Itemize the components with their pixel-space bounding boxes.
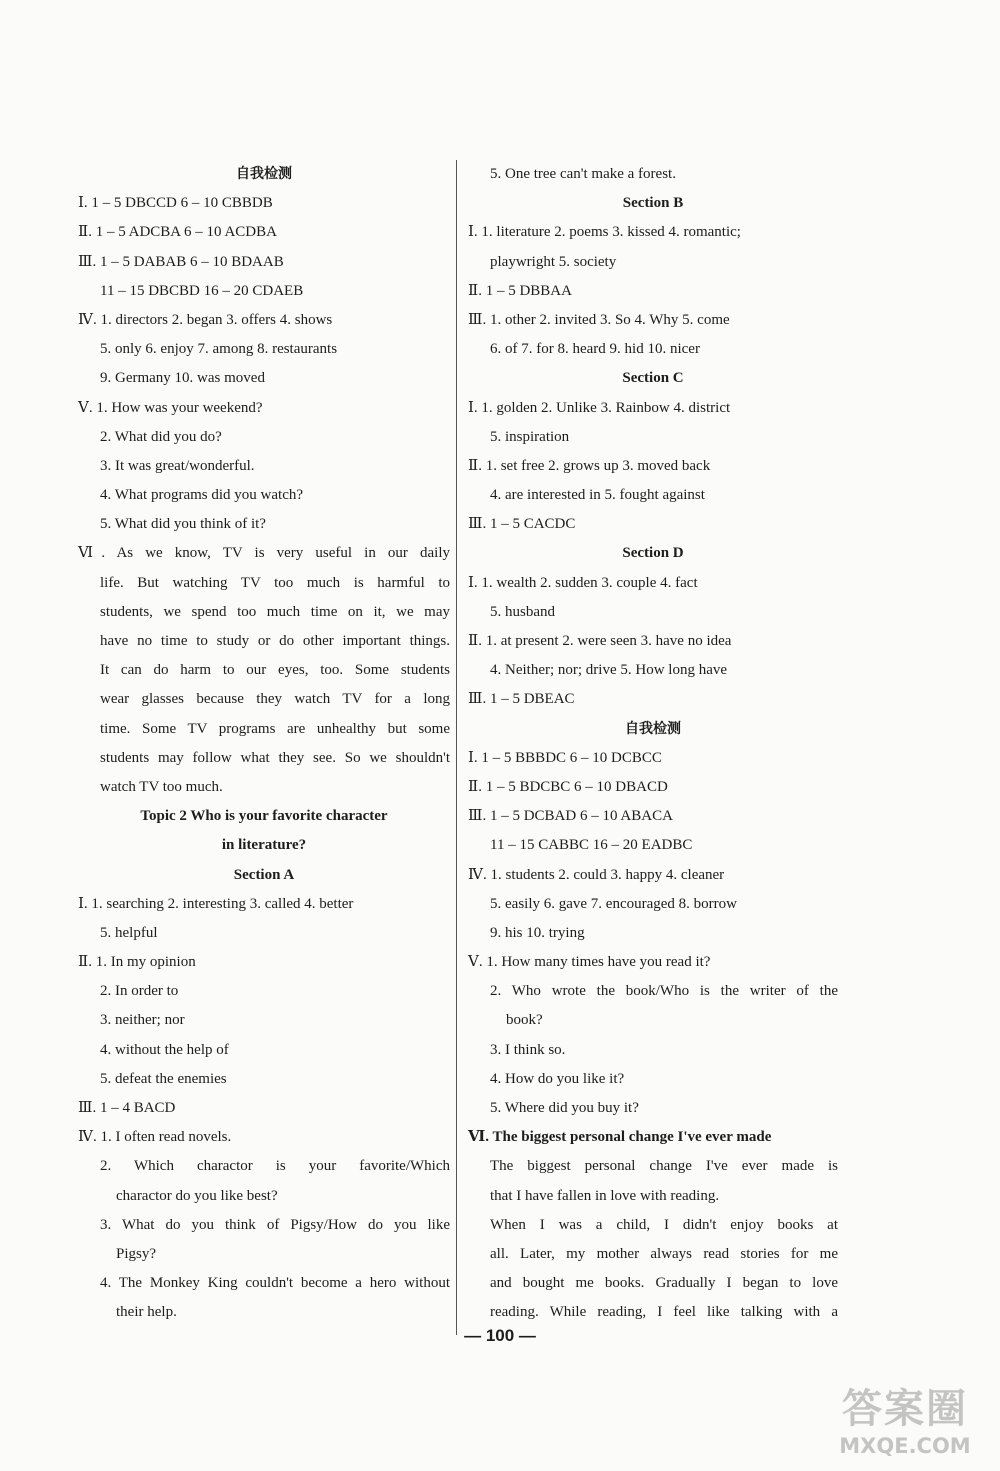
answer-line: Ⅱ. 1 – 5 DBBAA — [468, 282, 572, 299]
answer-line: students, we spend too much time on it, we may — [100, 603, 450, 620]
answer-line: 11 – 15 DBCBD 16 – 20 CDAEB — [100, 282, 304, 299]
answer-line: 5. husband — [490, 603, 555, 620]
answer-line: charactor do you like best? — [116, 1187, 278, 1204]
answer-line: Ⅰ. 1. literature 2. poems 3. kissed 4. romantic; — [468, 224, 741, 241]
answer-line: Ⅰ. 1. wealth 2. sudden 3. couple 4. fact — [468, 574, 698, 591]
answer-line: have no time to study or do other important things. — [100, 633, 450, 649]
answer-line: and bought me books. Gradually I began to love — [490, 1275, 838, 1292]
answer-line: 11 – 15 CABBC 16 – 20 EADBC — [490, 837, 693, 854]
answer-line: 5. What did you think of it? — [100, 516, 266, 533]
answer-line: 5. helpful — [100, 924, 158, 941]
answer-line: their help. — [116, 1304, 177, 1321]
answer-line: Pigsy? — [116, 1245, 157, 1262]
answer-line: 4. How do you like it? — [490, 1070, 625, 1087]
answer-line: Ⅱ. 1 – 5 ADCBA 6 – 10 ACDBA — [78, 224, 277, 241]
answer-line: 5. Where did you buy it? — [490, 1100, 639, 1116]
answer-line: Ⅱ. 1. at present 2. were seen 3. have no idea — [468, 633, 732, 649]
answer-line: The biggest personal change I've ever made is — [490, 1158, 838, 1175]
answer-line: Section A — [233, 866, 295, 883]
answer-line: 5. inspiration — [490, 428, 570, 445]
answer-line: When I was a child, I didn't enjoy books at — [490, 1216, 838, 1233]
answer-line: Ⅳ. 1. students 2. could 3. happy 4. cleaner — [468, 866, 725, 883]
answer-line: 4. What programs did you watch? — [100, 487, 304, 504]
answer-line: 3. neither; nor — [100, 1012, 185, 1029]
answer-line: reading. While reading, I feel like talking with a — [490, 1304, 838, 1321]
answer-line: 5. easily 6. gave 7. encouraged 8. borrow — [490, 895, 738, 912]
answer-line: Section B — [622, 195, 684, 212]
answer-line: 2. Who wrote the book/Who is the writer of the — [490, 983, 838, 1000]
answer-line: Ⅱ. 1. set free 2. grows up 3. moved back — [468, 457, 711, 474]
page-number-value: 100 — [485, 1326, 515, 1345]
page-number: — 100 — — [464, 1326, 536, 1345]
answer-line: time. Some TV programs are unhealthy but some — [100, 720, 450, 737]
answer-line: Ⅲ. 1 – 5 DBEAC — [468, 691, 575, 708]
answer-line: Section C — [622, 370, 684, 387]
answer-line: Ⅳ. 1. I often read novels. — [78, 1129, 232, 1146]
answer-line: Ⅵ. As we know, TV is very useful in our daily — [78, 545, 450, 562]
answer-line: Ⅰ. 1. searching 2. interesting 3. called 4. better — [78, 895, 354, 912]
right-answer-column — [468, 160, 838, 1328]
answer-line: wear glasses because they watch TV for a long — [100, 691, 450, 708]
answer-line: Section D — [622, 545, 684, 562]
answer-line: 3. I think so. — [490, 1041, 566, 1058]
answer-line: Ⅲ. 1 – 5 CACDC — [468, 516, 576, 533]
answer-line: Ⅲ. 1 – 5 DABAB 6 – 10 BDAAB — [78, 253, 284, 270]
answer-line: students may follow what they see. So we shouldn't — [100, 749, 450, 766]
answer-line: Ⅴ. 1. How many times have you read it? — [468, 954, 711, 971]
answer-line: book? — [506, 1012, 543, 1029]
answer-line: 5. defeat the enemies — [100, 1070, 227, 1087]
column-divider — [456, 160, 457, 1335]
answer-line: playwright 5. society — [490, 253, 617, 270]
answer-line: that I have fallen in love with reading. — [490, 1187, 720, 1204]
answer-line: Ⅲ. 1. other 2. invited 3. So 4. Why 5. come — [468, 311, 730, 328]
answer-line: 2. Which charactor is your favorite/Which — [100, 1158, 450, 1175]
answer-line: Ⅱ. 1 – 5 BDCBC 6 – 10 DBACD — [468, 778, 668, 795]
answer-line: Ⅳ. 1. directors 2. began 3. offers 4. shows — [78, 311, 333, 328]
answer-line: 3. It was great/wonderful. — [100, 457, 255, 474]
answer-line: 5. One tree can't make a forest. — [490, 166, 676, 182]
answer-line: Ⅰ. 1. golden 2. Unlike 3. Rainbow 4. district — [468, 399, 731, 416]
answer-line: It can do harm to our eyes, too. Some students — [100, 662, 450, 679]
answer-line: 3. What do you think of Pigsy/How do you like — [100, 1216, 450, 1233]
answer-line: 自我检测 — [236, 166, 292, 182]
answer-line: 6. of 7. for 8. heard 9. hid 10. nicer — [490, 341, 700, 358]
answer-line: 9. Germany 10. was moved — [100, 370, 265, 387]
watermark-text: 答案圈 — [842, 1386, 968, 1432]
left-answer-column — [78, 160, 450, 1328]
answer-line: 2. What did you do? — [100, 428, 222, 445]
answer-line: 4. Neither; nor; drive 5. How long have — [490, 662, 728, 679]
watermark-logo — [820, 1385, 990, 1459]
answer-line: 4. without the help of — [100, 1041, 229, 1058]
answer-line: watch TV too much. — [100, 778, 223, 795]
answer-line: life. But watching TV too much is harmful to — [100, 574, 450, 591]
answer-line: Ⅵ. The biggest personal change I've ever made — [468, 1129, 772, 1146]
answer-line: Ⅰ. 1 – 5 BBBDC 6 – 10 DCBCC — [468, 749, 662, 766]
answer-line: 自我检测 — [625, 720, 681, 737]
answer-line: 4. The Monkey King couldn't become a hero without — [100, 1275, 450, 1292]
answer-line: Topic 2 Who is your favorite character — [140, 808, 388, 825]
answer-line: in literature? — [221, 837, 307, 854]
answer-line: Ⅴ. 1. How was your weekend? — [78, 399, 263, 416]
answer-line: 2. In order to — [100, 983, 179, 1000]
answer-line: Ⅰ. 1 – 5 DBCCD 6 – 10 CBBDB — [78, 195, 273, 212]
answer-line: Ⅲ. 1 – 5 DCBAD 6 – 10 ABACA — [468, 808, 673, 825]
answer-line: 9. his 10. trying — [490, 924, 585, 941]
answer-line: Ⅱ. 1. In my opinion — [78, 954, 196, 971]
answer-line: 4. are interested in 5. fought against — [490, 487, 705, 504]
answer-line: Ⅲ. 1 – 4 BACD — [78, 1100, 176, 1116]
answer-line: 5. only 6. enjoy 7. among 8. restaurants — [100, 341, 338, 358]
answer-line: all. Later, my mother always read stories for me — [490, 1245, 838, 1262]
watermark-url: MXQE.COM — [839, 1434, 971, 1458]
